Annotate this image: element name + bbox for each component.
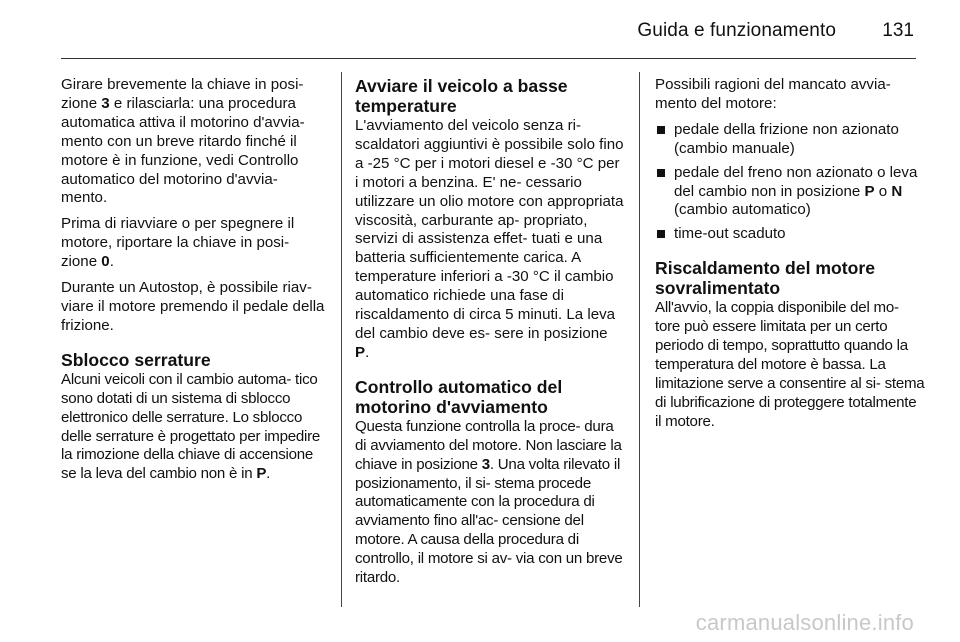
list-item: pedale della frizione non azionato (cambio manuale) (655, 121, 925, 159)
section-heading: Riscaldamento del motore sovralimentato (655, 258, 875, 299)
paragraph: All'avvio, la coppia disponibile del mo- tore può essere limitata per un certo periodo di tempo, soprattutto quando la temperatura del motore è bassa. La limitazione serve a consentire al si- stema di lubrificazione di proteggere totalmente il motore. (655, 299, 925, 430)
list-item: pedale del freno non azionato o leva del cambio non in posizione P o N (cambio automatico) (655, 164, 925, 221)
column-divider (341, 72, 342, 607)
column-2 (355, 76, 625, 595)
paragraph: Durante un Autostop, è possibile riav- viare il motore premendo il pedale della frizione. (61, 279, 325, 334)
watermark: carmanualsonline.info (695, 610, 914, 635)
paragraph: Possibili ragioni del mancato avvia- mento del motore: (655, 76, 891, 112)
paragraph: Alcuni veicoli con il cambio automa- tico sono dotati di un sistema di sblocco elettronico delle serrature. Lo sblocco delle serrature è progettato per impedire la rimozione della chiave di accensione se la leva del cambio non è in P. (61, 370, 321, 483)
paragraph: Questa funzione controlla la proce- dura di avviamento del motore. Non lasciare la chiave in posizione 3. Una volta rilevato il posizionamento, il si- stema procede automaticamente con la procedura di avviamento fino all'ac- censione del motore. A causa della procedura di controllo, il motore si av- via con un breve ritardo. (355, 417, 623, 587)
column-divider (639, 72, 640, 607)
list-item: time-out scaduto (655, 225, 925, 244)
section-heading: Controllo automatico del motorino d'avviamento (355, 376, 563, 417)
square-bullet-icon (657, 169, 665, 177)
paragraph: Girare brevemente la chiave in posi-zione 3 e rilasciarla: una procedura automatica attiva il motorino d'avvia- mento con un breve ritardo finché il motore è in funzione, vedi Controllo automatico del motorino d'avvia- mento. (61, 76, 305, 207)
section-heading: Sblocco serrature (61, 349, 211, 370)
square-bullet-icon (657, 230, 665, 238)
paragraph: L'avviamento del veicolo senza ri- scaldatori aggiuntivi è possibile solo fino a -25 °C per i motori diesel e -30 °C per i motori a benzina. E' ne- cessario utilizzare un olio motore con appropriata viscosità, carburante ap- propriato, servizi di assistenza effet- tuati e una batteria sufficientemente carica. A temperature inferiori a -30 °C il cambio automatico richiede una fase di riscaldamento di circa 5 minuti. La leva del cambio deve es- sere in posizione P. (355, 117, 624, 361)
header-title: Guida e funzionamento (637, 20, 836, 41)
page-header (61, 14, 916, 59)
section-heading: Avviare il veicolo a basse temperature (355, 76, 568, 116)
square-bullet-icon (657, 126, 665, 134)
page-number: 131 (882, 20, 914, 41)
bullet-list (655, 121, 925, 244)
column-1 (61, 76, 326, 491)
column-3 (655, 76, 925, 439)
paragraph: Prima di riavviare o per spegnere il motore, riportare la chiave in posi- zione 0. (61, 215, 295, 271)
